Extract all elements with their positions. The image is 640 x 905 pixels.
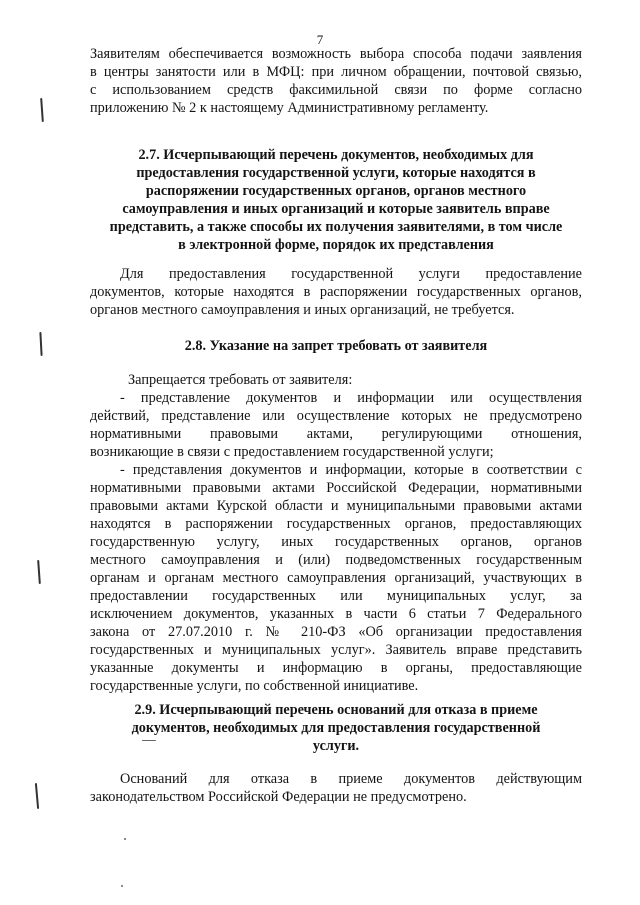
text-line: указанные документы и информацию в органы, предоставляющие — [90, 660, 582, 676]
heading-line: представить, а также способы их получения заявителями, в том числе — [109, 219, 563, 235]
text-line: находятся в распоряжении государственных органов, предоставляющих — [90, 516, 582, 532]
text-line: с использованием средств факсимильной связи по форме согласно — [90, 82, 582, 98]
heading-line: 2.9. Исчерпывающий перечень оснований для отказа в приеме — [134, 702, 538, 718]
section-2-7-heading — [90, 146, 582, 254]
text-line: государственных и муниципальных услуг». Заявитель вправе представить — [90, 642, 582, 658]
section-2-9-paragraph — [90, 770, 582, 806]
text-line: Для предоставления государственной услуги предоставление — [120, 266, 582, 282]
text-line: местного самоуправления и (или) подведомственных государственным — [90, 552, 582, 568]
text-line: - представление документов и информации или осуществления — [120, 390, 582, 406]
page-number: 7 — [316, 32, 324, 47]
text-line: нормативными правовыми актами, регулирующими отношения, — [90, 426, 582, 442]
heading-line: услуги. — [312, 738, 360, 754]
margin-mark — [35, 783, 39, 809]
text-line: нормативными правовыми актами Российской Федерации, нормативными — [90, 480, 582, 496]
heading-line: распоряжении государственных органов, органов местного — [145, 183, 527, 199]
text-line: Запрещается требовать от заявителя: — [128, 372, 353, 388]
section-2-9-heading — [90, 701, 582, 755]
heading-line: 2.8. Указание на запрет требовать от заявителя — [184, 338, 488, 354]
text-line: государственную услугу, иных государственных органов, органов — [90, 534, 582, 550]
text-line: в центры занятости или в МФЦ: при личном обращении, почтовой связью, — [90, 64, 582, 80]
text-line: органов местного самоуправления и иных организаций, не требуется. — [90, 302, 515, 318]
text-line: государственные услуги, по собственной инициативе. — [90, 678, 419, 694]
text-line: правовыми актами Курской области и муниципальными правовыми актами — [90, 498, 582, 514]
text-line: Оснований для отказа в приеме документов действующим — [120, 771, 582, 787]
section-2-7-paragraph — [90, 265, 582, 319]
heading-line: 2.7. Исчерпывающий перечень документов, необходимых для — [138, 147, 534, 163]
text-line: предоставлении государственных или муниципальных услуг, за — [90, 588, 582, 604]
text-line: документов, которые находятся в распоряжении государственных органов, — [90, 284, 582, 300]
margin-mark — [40, 98, 44, 122]
heading-line: документов, необходимых для предоставления государственной — [131, 720, 541, 736]
scan-speck — [124, 838, 126, 840]
text-line: Заявителям обеспечивается возможность выбора способа подачи заявления — [90, 46, 582, 62]
heading-line: предоставления государственной услуги, которые находятся в — [136, 165, 536, 181]
text-line: приложению № 2 к настоящему Административному регламенту. — [90, 100, 489, 116]
section-2-8-body — [90, 371, 582, 695]
text-line: возникающие в связи с предоставлением государственной услуги; — [90, 444, 494, 460]
text-line: закона от 27.07.2010 г. № 210-ФЗ «Об организации предоставления — [90, 624, 582, 640]
heading-line: самоуправления и иных организаций и которые заявитель вправе — [122, 201, 550, 217]
text-line: - представления документов и информации, которые в соответствии с — [120, 462, 582, 478]
heading-line: в электронной форме, порядок их представления — [178, 237, 494, 253]
scan-speck — [121, 885, 123, 887]
text-line: законодательством Российской Федерации не предусмотрено. — [90, 789, 467, 805]
margin-mark — [39, 332, 42, 356]
text-line: органам и органам местного самоуправления организаций, участвующих в — [90, 570, 582, 586]
text-line: исключением документов, указанных в части 6 статьи 7 Федерального — [90, 606, 582, 622]
section-2-8-heading — [90, 337, 582, 355]
intro-paragraph — [90, 45, 582, 117]
margin-mark — [37, 560, 41, 584]
text-line: действий, представление или осуществление которых не предусмотрено — [90, 408, 582, 424]
